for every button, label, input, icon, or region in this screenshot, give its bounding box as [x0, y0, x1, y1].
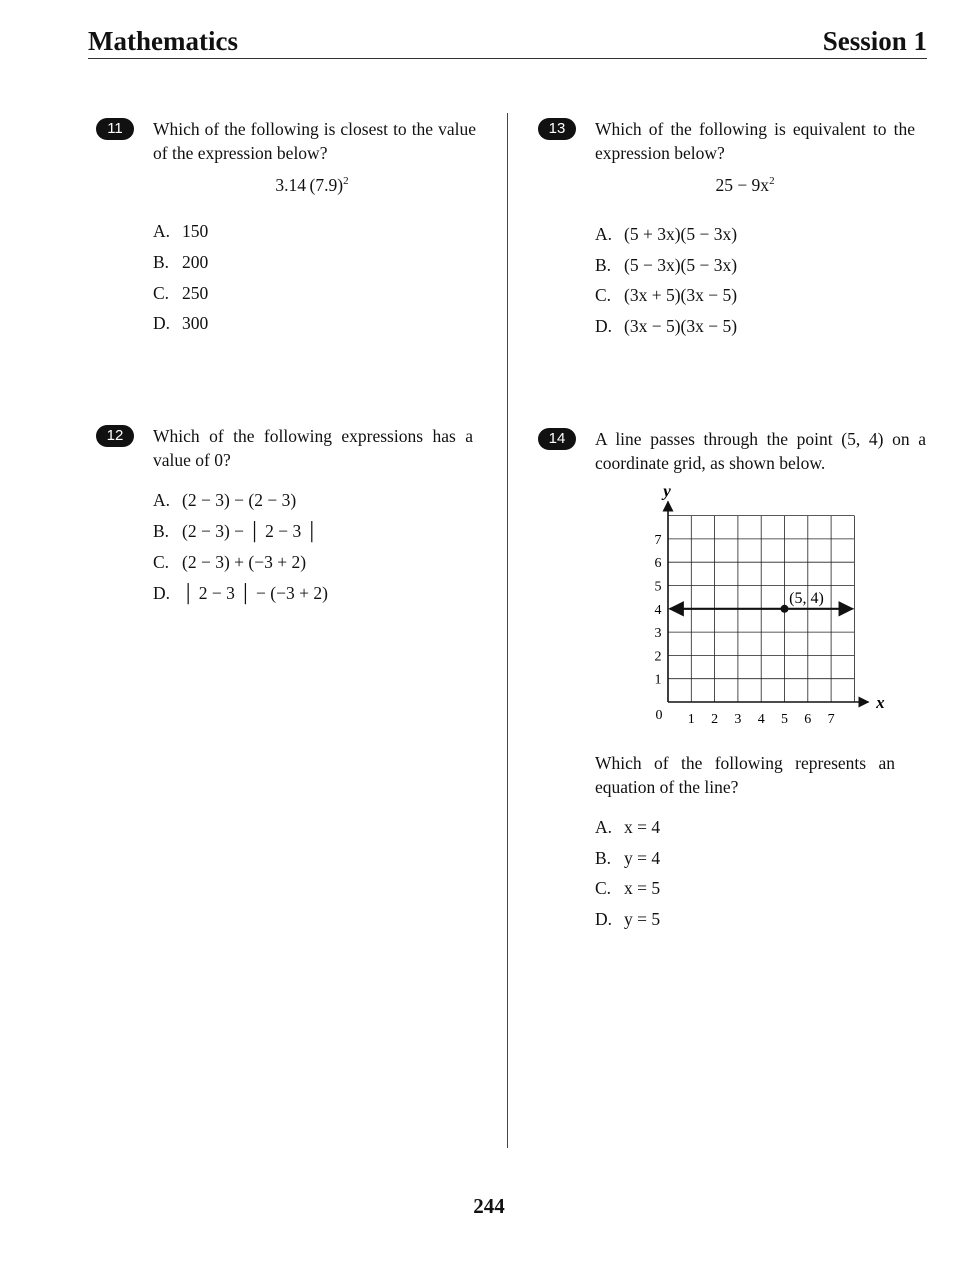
- choice-text: (2 − 3) + (−3 + 2): [182, 552, 307, 572]
- choice-letter: B.: [595, 255, 612, 275]
- choice-letter: C.: [153, 283, 170, 303]
- choice-letter: B.: [595, 848, 612, 868]
- choice-a[interactable]: [153, 490, 296, 511]
- x-tick-label: 5: [781, 712, 788, 727]
- choice-c[interactable]: [153, 552, 306, 573]
- choice-b[interactable]: [595, 848, 660, 869]
- choice-d[interactable]: [595, 909, 660, 930]
- expression-base: 3.14 (7.9): [275, 175, 344, 195]
- y-tick-label: 6: [654, 556, 662, 572]
- choice-text: (3x − 5)(3x − 5): [624, 316, 738, 336]
- question-expression: [153, 175, 471, 196]
- y-tick-label: 1: [654, 672, 662, 688]
- x-tick-label: 4: [757, 712, 765, 727]
- choice-text: 200: [182, 252, 209, 272]
- choice-a[interactable]: [595, 224, 737, 245]
- choice-letter: A.: [595, 817, 613, 837]
- choice-d[interactable]: [153, 313, 208, 334]
- choice-letter: B.: [153, 521, 170, 541]
- choice-d[interactable]: [153, 583, 328, 604]
- question-number: 13: [538, 118, 576, 140]
- y-tick-label: 5: [654, 579, 662, 595]
- y-tick-label: 3: [654, 626, 662, 642]
- choice-c[interactable]: [153, 283, 208, 304]
- expression-exponent: 2: [343, 175, 349, 188]
- question-stem: Which of the following is closest to the value of the expression below?: [153, 119, 476, 163]
- y-tick-label: 4: [654, 602, 662, 618]
- point-label: (5, 4): [789, 589, 824, 607]
- choice-b[interactable]: [595, 255, 737, 276]
- choice-letter: C.: [595, 285, 612, 305]
- question-expression: [595, 175, 895, 196]
- y-tick-label: 7: [654, 532, 662, 548]
- choice-a[interactable]: [153, 221, 208, 242]
- choice-c[interactable]: [595, 285, 737, 306]
- choice-letter: B.: [153, 252, 170, 272]
- subject-title: Mathematics: [88, 26, 238, 56]
- y-axis-label: y: [663, 481, 671, 501]
- choice-text: │ 2 − 3 │ − (−3 + 2): [182, 583, 328, 603]
- x-tick-label: 3: [734, 712, 742, 727]
- question-stem: A line passes through the point (5, 4) on a coordinate grid, as shown below.: [595, 429, 926, 473]
- choice-text: 150: [182, 221, 209, 241]
- choice-text: (3x + 5)(3x − 5): [624, 285, 738, 305]
- choice-letter: D.: [153, 313, 171, 333]
- x-tick-label: 2: [711, 712, 719, 727]
- choice-letter: D.: [595, 316, 613, 336]
- choice-text: (5 − 3x)(5 − 3x): [624, 255, 738, 275]
- y-tick-label: 2: [654, 649, 662, 665]
- choice-text: (5 + 3x)(5 − 3x): [624, 224, 738, 244]
- choice-b[interactable]: [153, 521, 318, 542]
- choice-text: y = 4: [624, 848, 661, 868]
- choice-letter: A.: [153, 221, 171, 241]
- choice-text: (2 − 3) − (2 − 3): [182, 490, 297, 510]
- choice-text: y = 5: [624, 909, 661, 929]
- choice-letter: D.: [153, 583, 171, 603]
- choice-c[interactable]: [595, 878, 660, 899]
- choice-a[interactable]: [595, 817, 660, 838]
- question-stem-2: Which of the following represents an equation of the line?: [595, 753, 895, 797]
- question-number: 11: [96, 118, 134, 140]
- choice-text: 250: [182, 283, 209, 303]
- choice-letter: C.: [595, 878, 612, 898]
- question-number: 12: [96, 425, 134, 447]
- coordinate-grid-chart: [640, 481, 885, 730]
- choice-text: (2 − 3) − │ 2 − 3 │: [182, 521, 319, 541]
- point-marker: [781, 605, 789, 613]
- session-title: Session 1: [822, 26, 927, 56]
- choice-b[interactable]: [153, 252, 208, 273]
- choice-text: x = 4: [624, 817, 661, 837]
- choice-letter: A.: [153, 490, 171, 510]
- question-stem: Which of the following is equivalent to the expression below?: [595, 119, 915, 163]
- origin-label: 0: [655, 708, 663, 723]
- page-number: 244: [473, 1194, 505, 1218]
- choice-letter: A.: [595, 224, 613, 244]
- x-tick-label: 7: [827, 712, 835, 727]
- x-axis-label: x: [876, 693, 885, 712]
- question-stem: Which of the following expressions has a value of 0?: [153, 426, 473, 470]
- x-tick-label: 1: [687, 712, 695, 727]
- choice-text: 300: [182, 313, 209, 333]
- expression-base: 25 − 9x: [715, 175, 770, 195]
- column-divider: [507, 113, 508, 1148]
- expression-exponent: 2: [769, 175, 775, 188]
- choice-letter: C.: [153, 552, 170, 572]
- page-header: [88, 26, 927, 59]
- choice-d[interactable]: [595, 316, 737, 337]
- question-number: 14: [538, 428, 576, 450]
- choice-letter: D.: [595, 909, 613, 929]
- x-tick-label: 6: [804, 712, 812, 727]
- choice-text: x = 5: [624, 878, 661, 898]
